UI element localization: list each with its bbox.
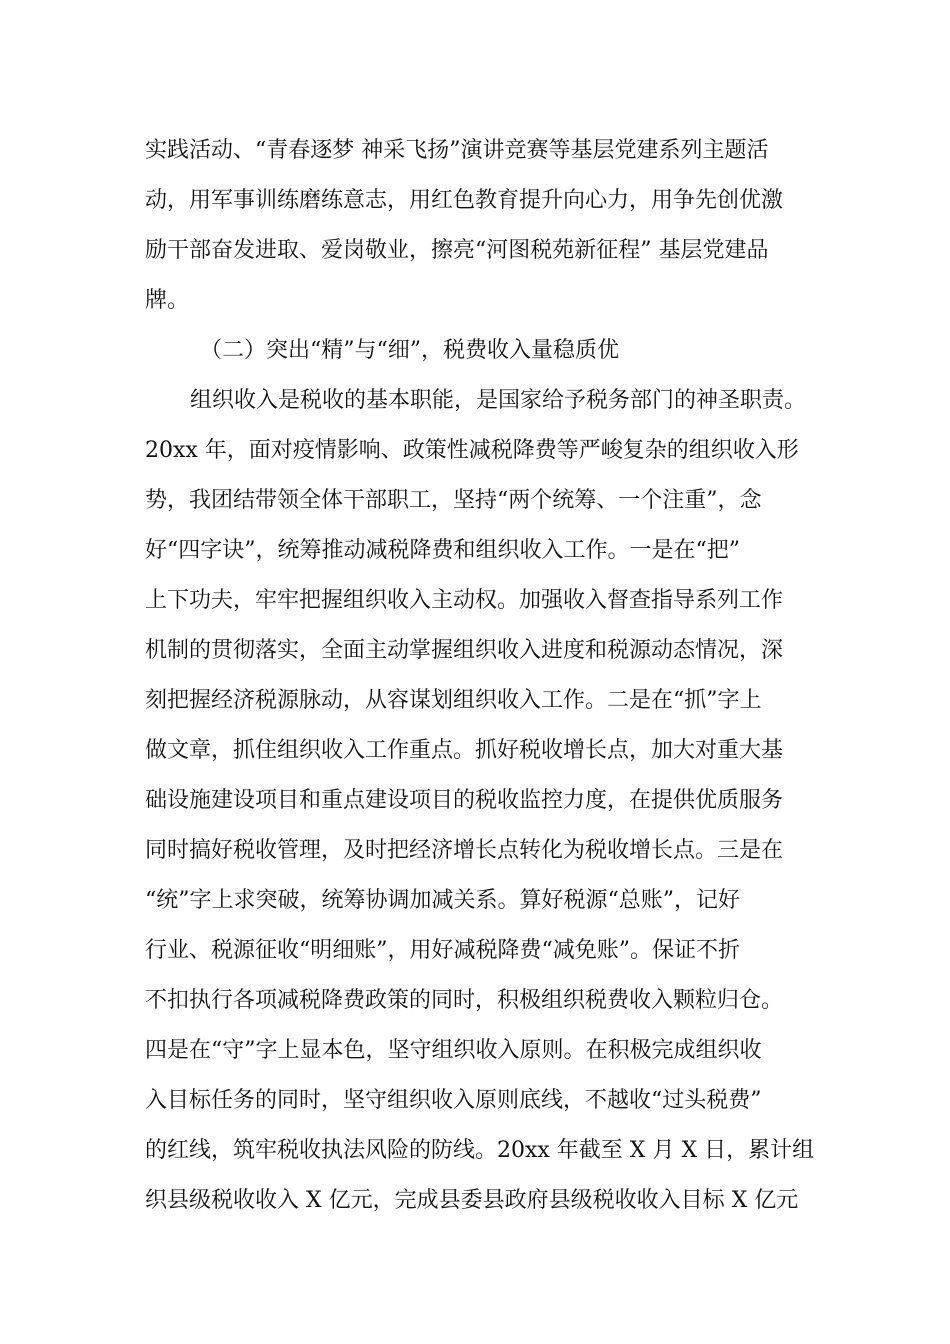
paragraph-line: 上下功夫，牢牢把握组织收入主动权。加强收入督查指导系列工作 [145, 588, 784, 613]
paragraph-line: 20xx 年，面对疫情影响、政策性减税降费等严峻复杂的组织收入形 [145, 438, 799, 463]
document-body [145, 126, 815, 1226]
paragraph-line: 同时搞好税收管理，及时把经济增长点转化为税收增长点。三是在 [145, 838, 784, 863]
paragraph-line: 动，用军事训练磨练意志，用红色教育提升向心力，用争先创优激 [145, 188, 784, 213]
paragraph-line: 织县级税收收入 X 亿元，完成县委县政府县级税收收入目标 X 亿元 [145, 1188, 799, 1213]
paragraph-line: 势，我团结带领全体干部职工，坚持“两个统筹、一个注重”，念 [145, 488, 762, 513]
paragraph-line: 础设施建设项目和重点建设项目的税收监控力度，在提供优质服务 [145, 788, 784, 813]
paragraph-line: 组织收入是税收的基本职能，是国家给予税务部门的神圣职责。 [190, 388, 807, 413]
paragraph-line: 励干部奋发进取、爱岗敬业，擦亮“河图税苑新征程” 基层党建品 [145, 238, 769, 263]
paragraph-line: “统”字上求突破，统筹协调加减关系。算好税源“总账”，记好 [145, 888, 740, 913]
paragraph-line: 刻把握经济税源脉动，从容谋划组织收入工作。二是在“抓”字上 [145, 688, 762, 713]
paragraph-line: 实践活动、“青春逐梦 神采飞扬”演讲竞赛等基层党建系列主题活 [145, 138, 769, 163]
paragraph-line: 不扣执行各项减税降费政策的同时，积极组织税费收入颗粒归仓。 [145, 988, 784, 1013]
paragraph-line: 好“四字诀”，统筹推动减税降费和组织收入工作。一是在“把” [145, 538, 740, 563]
section-heading: （二）突出“精”与“细”，税费收入量稳质优 [200, 338, 619, 363]
paragraph-line: 行业、税源征收“明细账”，用好减税降费“减免账”。保证不折 [145, 938, 740, 963]
paragraph-line: 入目标任务的同时，坚守组织收入原则底线，不越收“过头税费” [145, 1088, 762, 1113]
paragraph-line: 牌。 [145, 288, 190, 313]
paragraph-line: 做文章，抓住组织收入工作重点。抓好税收增长点，加大对重大基 [145, 738, 784, 763]
paragraph-line: 机制的贯彻落实，全面主动掌握组织收入进度和税源动态情况，深 [145, 638, 784, 663]
paragraph-line: 四是在“守”字上显本色，坚守组织收入原则。在积极完成组织收 [145, 1038, 762, 1063]
paragraph-line: 的红线，筑牢税收执法风险的防线。20xx 年截至 X 月 X 日，累计组 [145, 1138, 815, 1163]
